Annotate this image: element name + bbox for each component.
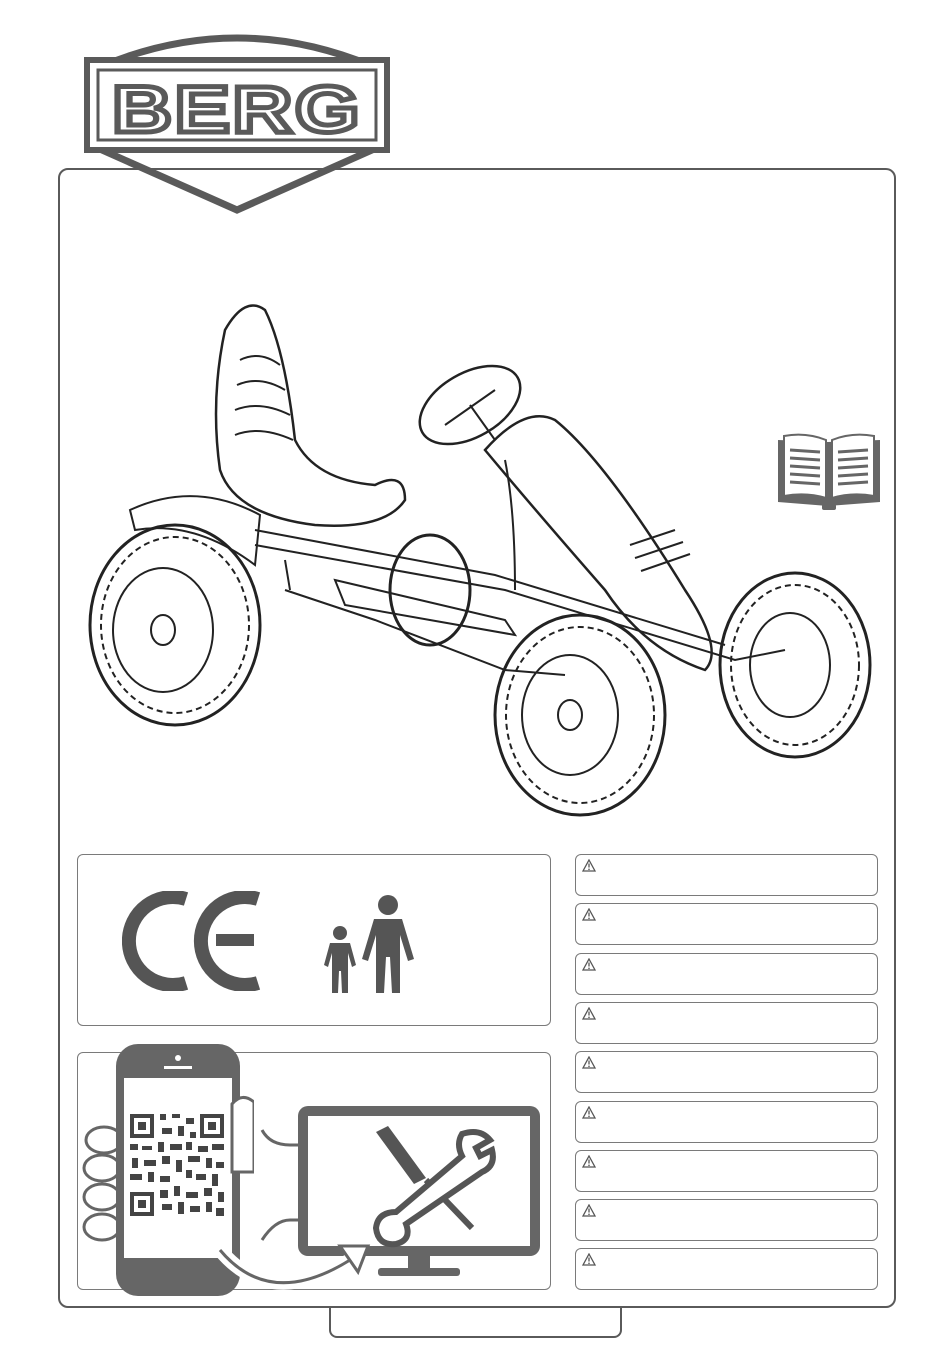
rear-wheel-left [90, 525, 260, 725]
certification-box [77, 854, 551, 1026]
warning-triangle-icon [582, 958, 596, 971]
ce-mark-icon [122, 891, 264, 991]
warning-box [575, 903, 878, 945]
warning-triangle-icon [582, 1155, 596, 1168]
warning-box [575, 1101, 878, 1143]
warning-box [575, 1051, 878, 1093]
warning-triangle-icon [582, 1253, 596, 1266]
warning-box [575, 1248, 878, 1290]
screwdriver-wrench-monitor-icon [200, 1100, 545, 1300]
warning-box [575, 854, 878, 896]
warning-box [575, 1002, 878, 1044]
warning-triangle-icon [582, 1056, 596, 1069]
front-wheel-right [720, 573, 870, 757]
warning-box [575, 1199, 878, 1241]
warning-box [575, 953, 878, 995]
warning-triangle-icon [582, 859, 596, 872]
child-adult-icon [322, 895, 418, 995]
seat [216, 306, 405, 526]
rear-wheel-right [390, 535, 470, 645]
open-book-icon [776, 432, 882, 512]
go-kart-illustration [85, 290, 875, 820]
front-wheel-left [495, 615, 665, 815]
warning-triangle-icon [582, 1204, 596, 1217]
bottom-tab [329, 1306, 622, 1338]
warning-box [575, 1150, 878, 1192]
brand-name: BERG [112, 72, 362, 146]
warning-triangle-icon [582, 1007, 596, 1020]
warning-triangle-icon [582, 1106, 596, 1119]
warning-triangle-icon [582, 908, 596, 921]
